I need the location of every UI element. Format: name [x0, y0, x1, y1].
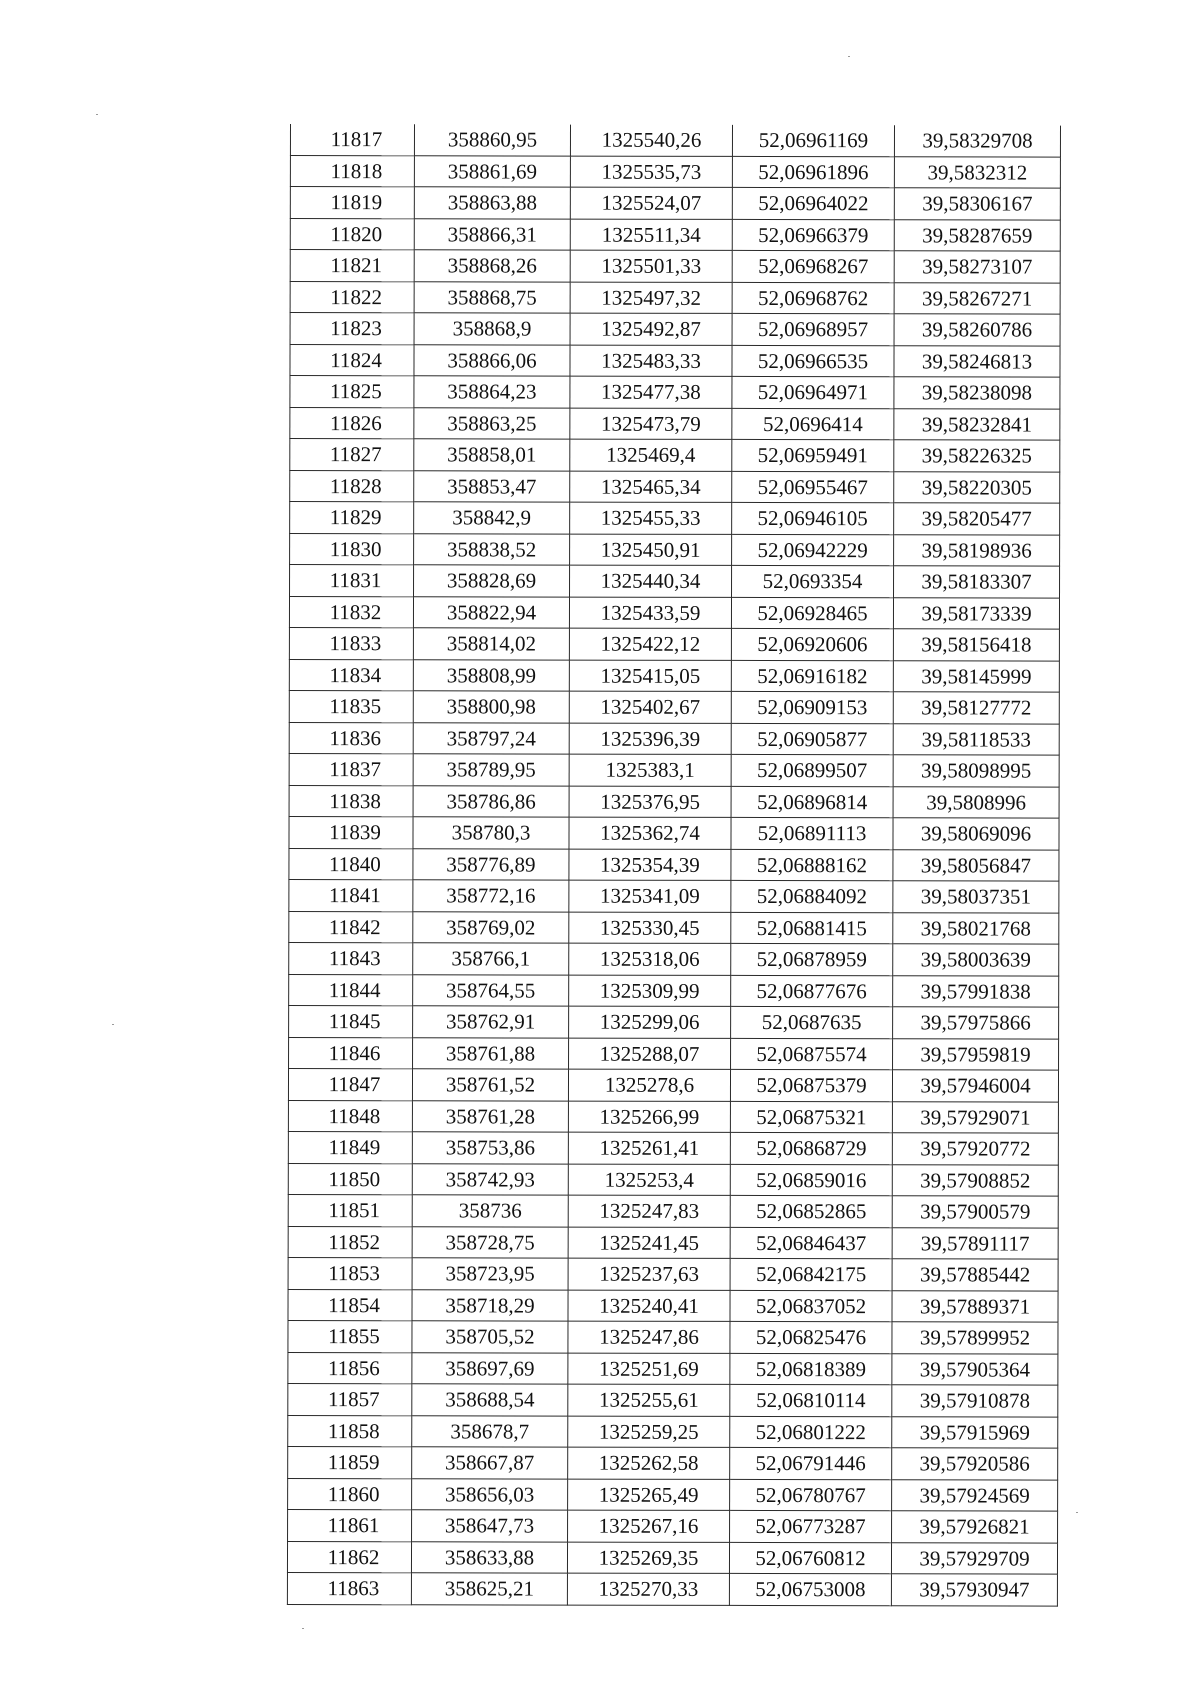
- x-coordinate-cell: 358868,26: [414, 250, 570, 282]
- latitude-cell: 52,0687635: [731, 1006, 893, 1038]
- y-coordinate-cell: 1325362,74: [569, 817, 731, 849]
- table-row: [288, 1194, 1058, 1227]
- y-coordinate-cell: 1325465,34: [570, 471, 732, 503]
- point-number-cell: 11857: [288, 1383, 412, 1415]
- coordinates-table: [287, 124, 1061, 1606]
- point-number-cell: 11851: [288, 1194, 412, 1226]
- x-coordinate-cell: 358764,55: [413, 974, 569, 1006]
- latitude-cell: 52,06791446: [730, 1447, 892, 1479]
- table-row: [288, 1320, 1058, 1353]
- point-number-cell: 11827: [290, 439, 414, 471]
- longitude-cell: 39,58145999: [893, 660, 1059, 692]
- point-number-cell: 11836: [289, 722, 413, 754]
- longitude-cell: 39,58098995: [893, 755, 1059, 787]
- latitude-cell: 52,06905877: [731, 723, 893, 755]
- y-coordinate-cell: 1325440,34: [570, 565, 732, 597]
- table-row: [290, 533, 1060, 566]
- y-coordinate-cell: 1325299,06: [569, 1006, 731, 1038]
- point-number-cell: 11838: [289, 785, 413, 817]
- x-coordinate-cell: 358688,54: [412, 1384, 568, 1416]
- point-number-cell: 11843: [289, 942, 413, 974]
- table-row: [289, 816, 1059, 849]
- longitude-cell: 39,58329708: [894, 125, 1060, 156]
- latitude-cell: 52,06842175: [730, 1258, 892, 1290]
- longitude-cell: 39,58118533: [893, 723, 1059, 755]
- point-number-cell: 11818: [290, 155, 414, 187]
- y-coordinate-cell: 1325247,83: [568, 1195, 730, 1227]
- x-coordinate-cell: 358736: [412, 1195, 568, 1227]
- y-coordinate-cell: 1325535,73: [570, 156, 732, 188]
- point-number-cell: 11835: [289, 690, 413, 722]
- table-row: [287, 1541, 1057, 1574]
- point-number-cell: 11825: [290, 376, 414, 408]
- x-coordinate-cell: 358863,25: [414, 407, 570, 439]
- latitude-cell: 52,06899507: [731, 754, 893, 786]
- point-number-cell: 11847: [288, 1068, 412, 1100]
- y-coordinate-cell: 1325259,25: [568, 1416, 730, 1448]
- latitude-cell: 52,06884092: [731, 880, 893, 912]
- table-row: [288, 1446, 1058, 1479]
- point-number-cell: 11839: [289, 816, 413, 848]
- y-coordinate-cell: 1325396,39: [569, 723, 731, 755]
- x-coordinate-cell: 358797,24: [413, 722, 569, 754]
- table-row: [289, 942, 1059, 975]
- point-number-cell: 11846: [289, 1037, 413, 1069]
- table-row: [288, 1383, 1058, 1416]
- point-number-cell: 11830: [290, 533, 414, 565]
- x-coordinate-cell: 358667,87: [412, 1447, 568, 1479]
- point-number-cell: 11820: [290, 218, 414, 250]
- latitude-cell: 52,06968762: [732, 282, 894, 314]
- x-coordinate-cell: 358753,86: [412, 1132, 568, 1164]
- table-row: [288, 1226, 1058, 1259]
- table-row: [289, 1037, 1059, 1070]
- longitude-cell: 39,57926821: [892, 1511, 1058, 1543]
- x-coordinate-cell: 358838,52: [414, 533, 570, 565]
- x-coordinate-cell: 358742,93: [412, 1163, 568, 1195]
- y-coordinate-cell: 1325473,79: [570, 408, 732, 440]
- point-number-cell: 11840: [289, 848, 413, 880]
- longitude-cell: 39,57991838: [893, 975, 1059, 1007]
- x-coordinate-cell: 358723,95: [412, 1258, 568, 1290]
- y-coordinate-cell: 1325483,33: [570, 345, 732, 377]
- x-coordinate-cell: 358656,03: [412, 1478, 568, 1510]
- table-row: [290, 155, 1060, 188]
- latitude-cell: 52,06881415: [731, 912, 893, 944]
- longitude-cell: 39,57929709: [891, 1542, 1057, 1574]
- latitude-cell: 52,06773287: [730, 1510, 892, 1542]
- latitude-cell: 52,06946105: [732, 502, 894, 534]
- latitude-cell: 52,06877676: [731, 975, 893, 1007]
- table-row: [289, 690, 1059, 723]
- scan-speck: [96, 114, 98, 115]
- latitude-cell: 52,06896814: [731, 786, 893, 818]
- table-row: [288, 1509, 1058, 1542]
- x-coordinate-cell: 358789,95: [413, 754, 569, 786]
- scan-speck: [848, 56, 850, 57]
- table-row: [290, 376, 1060, 409]
- point-number-cell: 11855: [288, 1320, 412, 1352]
- table-row: [290, 124, 1060, 157]
- table-row: [289, 596, 1059, 629]
- x-coordinate-cell: 358761,52: [412, 1069, 568, 1101]
- point-number-cell: 11829: [290, 502, 414, 534]
- point-number-cell: 11862: [287, 1541, 411, 1573]
- longitude-cell: 39,58220305: [894, 471, 1060, 503]
- latitude-cell: 52,06968267: [732, 250, 894, 282]
- y-coordinate-cell: 1325477,38: [570, 376, 732, 408]
- scan-speck: [112, 1024, 114, 1025]
- x-coordinate-cell: 358705,52: [412, 1321, 568, 1353]
- latitude-cell: 52,06875321: [730, 1101, 892, 1133]
- point-number-cell: 11845: [289, 1005, 413, 1037]
- longitude-cell: 39,57885442: [892, 1259, 1058, 1291]
- point-number-cell: 11856: [288, 1352, 412, 1384]
- latitude-cell: 52,06846437: [730, 1227, 892, 1259]
- longitude-cell: 39,58246813: [894, 345, 1060, 377]
- x-coordinate-cell: 358625,21: [411, 1573, 567, 1605]
- x-coordinate-cell: 358860,95: [414, 124, 570, 155]
- longitude-cell: 39,58127772: [893, 692, 1059, 724]
- x-coordinate-cell: 358761,88: [413, 1037, 569, 1069]
- table-row: [288, 1163, 1058, 1196]
- point-number-cell: 11819: [290, 187, 414, 219]
- point-number-cell: 11841: [289, 879, 413, 911]
- y-coordinate-cell: 1325266,99: [568, 1101, 730, 1133]
- y-coordinate-cell: 1325267,16: [568, 1510, 730, 1542]
- latitude-cell: 52,06920606: [731, 628, 893, 660]
- y-coordinate-cell: 1325253,4: [568, 1164, 730, 1196]
- y-coordinate-cell: 1325240,41: [568, 1290, 730, 1322]
- y-coordinate-cell: 1325237,63: [568, 1258, 730, 1290]
- latitude-cell: 52,06961896: [732, 156, 894, 188]
- y-coordinate-cell: 1325247,86: [568, 1321, 730, 1353]
- point-number-cell: 11844: [289, 974, 413, 1006]
- x-coordinate-cell: 358828,69: [414, 565, 570, 597]
- point-number-cell: 11852: [288, 1226, 412, 1258]
- latitude-cell: 52,06888162: [731, 849, 893, 881]
- y-coordinate-cell: 1325251,69: [568, 1353, 730, 1385]
- x-coordinate-cell: 358718,29: [412, 1289, 568, 1321]
- table-row: [290, 250, 1060, 283]
- longitude-cell: 39,58232841: [894, 408, 1060, 440]
- longitude-cell: 39,58037351: [893, 881, 1059, 913]
- point-number-cell: 11826: [290, 407, 414, 439]
- y-coordinate-cell: 1325383,1: [569, 754, 731, 786]
- point-number-cell: 11823: [290, 313, 414, 345]
- longitude-cell: 39,57975866: [893, 1007, 1059, 1039]
- table-row: [289, 974, 1059, 1007]
- table-row: [288, 1257, 1058, 1290]
- y-coordinate-cell: 1325469,4: [570, 439, 732, 471]
- y-coordinate-cell: 1325318,06: [569, 943, 731, 975]
- x-coordinate-cell: 358858,01: [414, 439, 570, 471]
- latitude-cell: 52,06878959: [731, 943, 893, 975]
- longitude-cell: 39,57930947: [891, 1574, 1057, 1606]
- x-coordinate-cell: 358780,3: [413, 817, 569, 849]
- longitude-cell: 39,57905364: [892, 1353, 1058, 1385]
- longitude-cell: 39,5808996: [893, 786, 1059, 818]
- y-coordinate-cell: 1325269,35: [567, 1542, 729, 1574]
- latitude-cell: 52,06942229: [732, 534, 894, 566]
- longitude-cell: 39,5832312: [894, 156, 1060, 188]
- longitude-cell: 39,58306167: [894, 188, 1060, 220]
- latitude-cell: 52,06909153: [731, 691, 893, 723]
- table-row: [289, 753, 1059, 786]
- longitude-cell: 39,58260786: [894, 314, 1060, 346]
- table-row: [289, 911, 1059, 944]
- latitude-cell: 52,06955467: [732, 471, 894, 503]
- latitude-cell: 52,06961169: [732, 125, 894, 156]
- y-coordinate-cell: 1325262,58: [568, 1447, 730, 1479]
- x-coordinate-cell: 358842,9: [414, 502, 570, 534]
- y-coordinate-cell: 1325330,45: [569, 912, 731, 944]
- latitude-cell: 52,06818389: [730, 1353, 892, 1385]
- point-number-cell: 11817: [290, 124, 414, 155]
- y-coordinate-cell: 1325402,67: [569, 691, 731, 723]
- point-number-cell: 11822: [290, 281, 414, 313]
- longitude-cell: 39,57946004: [892, 1070, 1058, 1102]
- x-coordinate-cell: 358864,23: [414, 376, 570, 408]
- longitude-cell: 39,57915969: [892, 1416, 1058, 1448]
- table-row: [289, 722, 1059, 755]
- longitude-cell: 39,58183307: [894, 566, 1060, 598]
- y-coordinate-cell: 1325270,33: [567, 1573, 729, 1605]
- latitude-cell: 52,06891113: [731, 817, 893, 849]
- x-coordinate-cell: 358678,7: [412, 1415, 568, 1447]
- latitude-cell: 52,06859016: [730, 1164, 892, 1196]
- latitude-cell: 52,06868729: [730, 1132, 892, 1164]
- latitude-cell: 52,06760812: [729, 1542, 891, 1574]
- longitude-cell: 39,58156418: [893, 629, 1059, 661]
- longitude-cell: 39,58069096: [893, 818, 1059, 850]
- table-row: [288, 1068, 1058, 1101]
- x-coordinate-cell: 358762,91: [413, 1006, 569, 1038]
- table-row: [288, 1131, 1058, 1164]
- table-row: [288, 1100, 1058, 1133]
- latitude-cell: 52,0696414: [732, 408, 894, 440]
- longitude-cell: 39,57929071: [892, 1101, 1058, 1133]
- x-coordinate-cell: 358800,98: [413, 691, 569, 723]
- x-coordinate-cell: 358822,94: [413, 596, 569, 628]
- longitude-cell: 39,58273107: [894, 251, 1060, 283]
- scan-speck: [1076, 1512, 1078, 1513]
- y-coordinate-cell: 1325278,6: [568, 1069, 730, 1101]
- latitude-cell: 52,06837052: [730, 1290, 892, 1322]
- longitude-cell: 39,58238098: [894, 377, 1060, 409]
- longitude-cell: 39,57908852: [892, 1164, 1058, 1196]
- point-number-cell: 11842: [289, 911, 413, 943]
- table-row: [290, 439, 1060, 472]
- longitude-cell: 39,58198936: [894, 534, 1060, 566]
- latitude-cell: 52,06966535: [732, 345, 894, 377]
- latitude-cell: 52,06875379: [730, 1069, 892, 1101]
- y-coordinate-cell: 1325309,99: [569, 975, 731, 1007]
- table-row: [290, 187, 1060, 220]
- latitude-cell: 52,06964022: [732, 187, 894, 219]
- latitude-cell: 52,06825476: [730, 1321, 892, 1353]
- longitude-cell: 39,58003639: [893, 944, 1059, 976]
- point-number-cell: 11821: [290, 250, 414, 282]
- longitude-cell: 39,57910878: [892, 1385, 1058, 1417]
- y-coordinate-cell: 1325415,05: [569, 660, 731, 692]
- x-coordinate-cell: 358808,99: [413, 659, 569, 691]
- y-coordinate-cell: 1325501,33: [570, 250, 732, 282]
- longitude-cell: 39,58173339: [893, 597, 1059, 629]
- point-number-cell: 11834: [289, 659, 413, 691]
- table-row: [288, 1289, 1058, 1322]
- point-number-cell: 11850: [288, 1163, 412, 1195]
- point-number-cell: 11831: [290, 565, 414, 597]
- table-row: [290, 313, 1060, 346]
- table-row: [287, 1572, 1057, 1605]
- table-row: [289, 879, 1059, 912]
- longitude-cell: 39,57920772: [892, 1133, 1058, 1165]
- point-number-cell: 11861: [288, 1509, 412, 1541]
- point-number-cell: 11860: [288, 1478, 412, 1510]
- point-number-cell: 11859: [288, 1446, 412, 1478]
- y-coordinate-cell: 1325511,34: [570, 219, 732, 251]
- table-row: [289, 848, 1059, 881]
- longitude-cell: 39,58205477: [894, 503, 1060, 535]
- latitude-cell: 52,06916182: [731, 660, 893, 692]
- latitude-cell: 52,06780767: [730, 1479, 892, 1511]
- table-row: [290, 470, 1060, 503]
- y-coordinate-cell: 1325261,41: [568, 1132, 730, 1164]
- scan-speck: [302, 1628, 304, 1629]
- latitude-cell: 52,06964971: [732, 376, 894, 408]
- point-number-cell: 11848: [288, 1100, 412, 1132]
- longitude-cell: 39,57899952: [892, 1322, 1058, 1354]
- latitude-cell: 52,0693354: [732, 565, 894, 597]
- x-coordinate-cell: 358814,02: [413, 628, 569, 660]
- y-coordinate-cell: 1325255,61: [568, 1384, 730, 1416]
- y-coordinate-cell: 1325524,07: [570, 187, 732, 219]
- table-row: [290, 407, 1060, 440]
- x-coordinate-cell: 358728,75: [412, 1226, 568, 1258]
- point-number-cell: 11837: [289, 753, 413, 785]
- table-row: [288, 1352, 1058, 1385]
- x-coordinate-cell: 358786,86: [413, 785, 569, 817]
- y-coordinate-cell: 1325341,09: [569, 880, 731, 912]
- longitude-cell: 39,58226325: [894, 440, 1060, 472]
- x-coordinate-cell: 358772,16: [413, 880, 569, 912]
- x-coordinate-cell: 358853,47: [414, 470, 570, 502]
- longitude-cell: 39,57891117: [892, 1227, 1058, 1259]
- x-coordinate-cell: 358647,73: [412, 1510, 568, 1542]
- point-number-cell: 11853: [288, 1257, 412, 1289]
- latitude-cell: 52,06875574: [731, 1038, 893, 1070]
- latitude-cell: 52,06966379: [732, 219, 894, 251]
- longitude-cell: 39,58267271: [894, 282, 1060, 314]
- x-coordinate-cell: 358766,1: [413, 943, 569, 975]
- table-row: [290, 502, 1060, 535]
- table-row: [289, 1005, 1059, 1038]
- point-number-cell: 11858: [288, 1415, 412, 1447]
- point-number-cell: 11833: [289, 627, 413, 659]
- y-coordinate-cell: 1325241,45: [568, 1227, 730, 1259]
- y-coordinate-cell: 1325540,26: [570, 125, 732, 156]
- y-coordinate-cell: 1325288,07: [569, 1038, 731, 1070]
- x-coordinate-cell: 358633,88: [411, 1541, 567, 1573]
- latitude-cell: 52,06801222: [730, 1416, 892, 1448]
- longitude-cell: 39,57920586: [892, 1448, 1058, 1480]
- longitude-cell: 39,57900579: [892, 1196, 1058, 1228]
- x-coordinate-cell: 358776,89: [413, 848, 569, 880]
- x-coordinate-cell: 358866,31: [414, 218, 570, 250]
- longitude-cell: 39,58056847: [893, 849, 1059, 881]
- longitude-cell: 39,58021768: [893, 912, 1059, 944]
- y-coordinate-cell: 1325354,39: [569, 849, 731, 881]
- y-coordinate-cell: 1325422,12: [569, 628, 731, 660]
- y-coordinate-cell: 1325455,33: [570, 502, 732, 534]
- latitude-cell: 52,06928465: [731, 597, 893, 629]
- latitude-cell: 52,06810114: [730, 1384, 892, 1416]
- point-number-cell: 11854: [288, 1289, 412, 1321]
- coordinates-table-body: [287, 124, 1060, 1606]
- y-coordinate-cell: 1325450,91: [570, 534, 732, 566]
- y-coordinate-cell: 1325433,59: [569, 597, 731, 629]
- y-coordinate-cell: 1325265,49: [568, 1479, 730, 1511]
- x-coordinate-cell: 358769,02: [413, 911, 569, 943]
- x-coordinate-cell: 358863,88: [414, 187, 570, 219]
- table-row: [290, 281, 1060, 314]
- x-coordinate-cell: 358761,28: [412, 1100, 568, 1132]
- latitude-cell: 52,06852865: [730, 1195, 892, 1227]
- table-row: [290, 218, 1060, 251]
- point-number-cell: 11832: [289, 596, 413, 628]
- x-coordinate-cell: 358868,9: [414, 313, 570, 345]
- longitude-cell: 39,57959819: [893, 1038, 1059, 1070]
- longitude-cell: 39,57889371: [892, 1290, 1058, 1322]
- table-row: [289, 785, 1059, 818]
- latitude-cell: 52,06968957: [732, 313, 894, 345]
- x-coordinate-cell: 358697,69: [412, 1352, 568, 1384]
- point-number-cell: 11824: [290, 344, 414, 376]
- table-row: [289, 659, 1059, 692]
- y-coordinate-cell: 1325497,32: [570, 282, 732, 314]
- table-row: [288, 1415, 1058, 1448]
- table-row: [288, 1478, 1058, 1511]
- table-row: [290, 565, 1060, 598]
- point-number-cell: 11849: [288, 1131, 412, 1163]
- longitude-cell: 39,57924569: [892, 1479, 1058, 1511]
- table-row: [290, 344, 1060, 377]
- x-coordinate-cell: 358866,06: [414, 344, 570, 376]
- y-coordinate-cell: 1325492,87: [570, 313, 732, 345]
- longitude-cell: 39,58287659: [894, 219, 1060, 251]
- x-coordinate-cell: 358861,69: [414, 155, 570, 187]
- y-coordinate-cell: 1325376,95: [569, 786, 731, 818]
- point-number-cell: 11863: [287, 1572, 411, 1604]
- point-number-cell: 11828: [290, 470, 414, 502]
- x-coordinate-cell: 358868,75: [414, 281, 570, 313]
- latitude-cell: 52,06959491: [732, 439, 894, 471]
- table-row: [289, 627, 1059, 660]
- latitude-cell: 52,06753008: [729, 1573, 891, 1605]
